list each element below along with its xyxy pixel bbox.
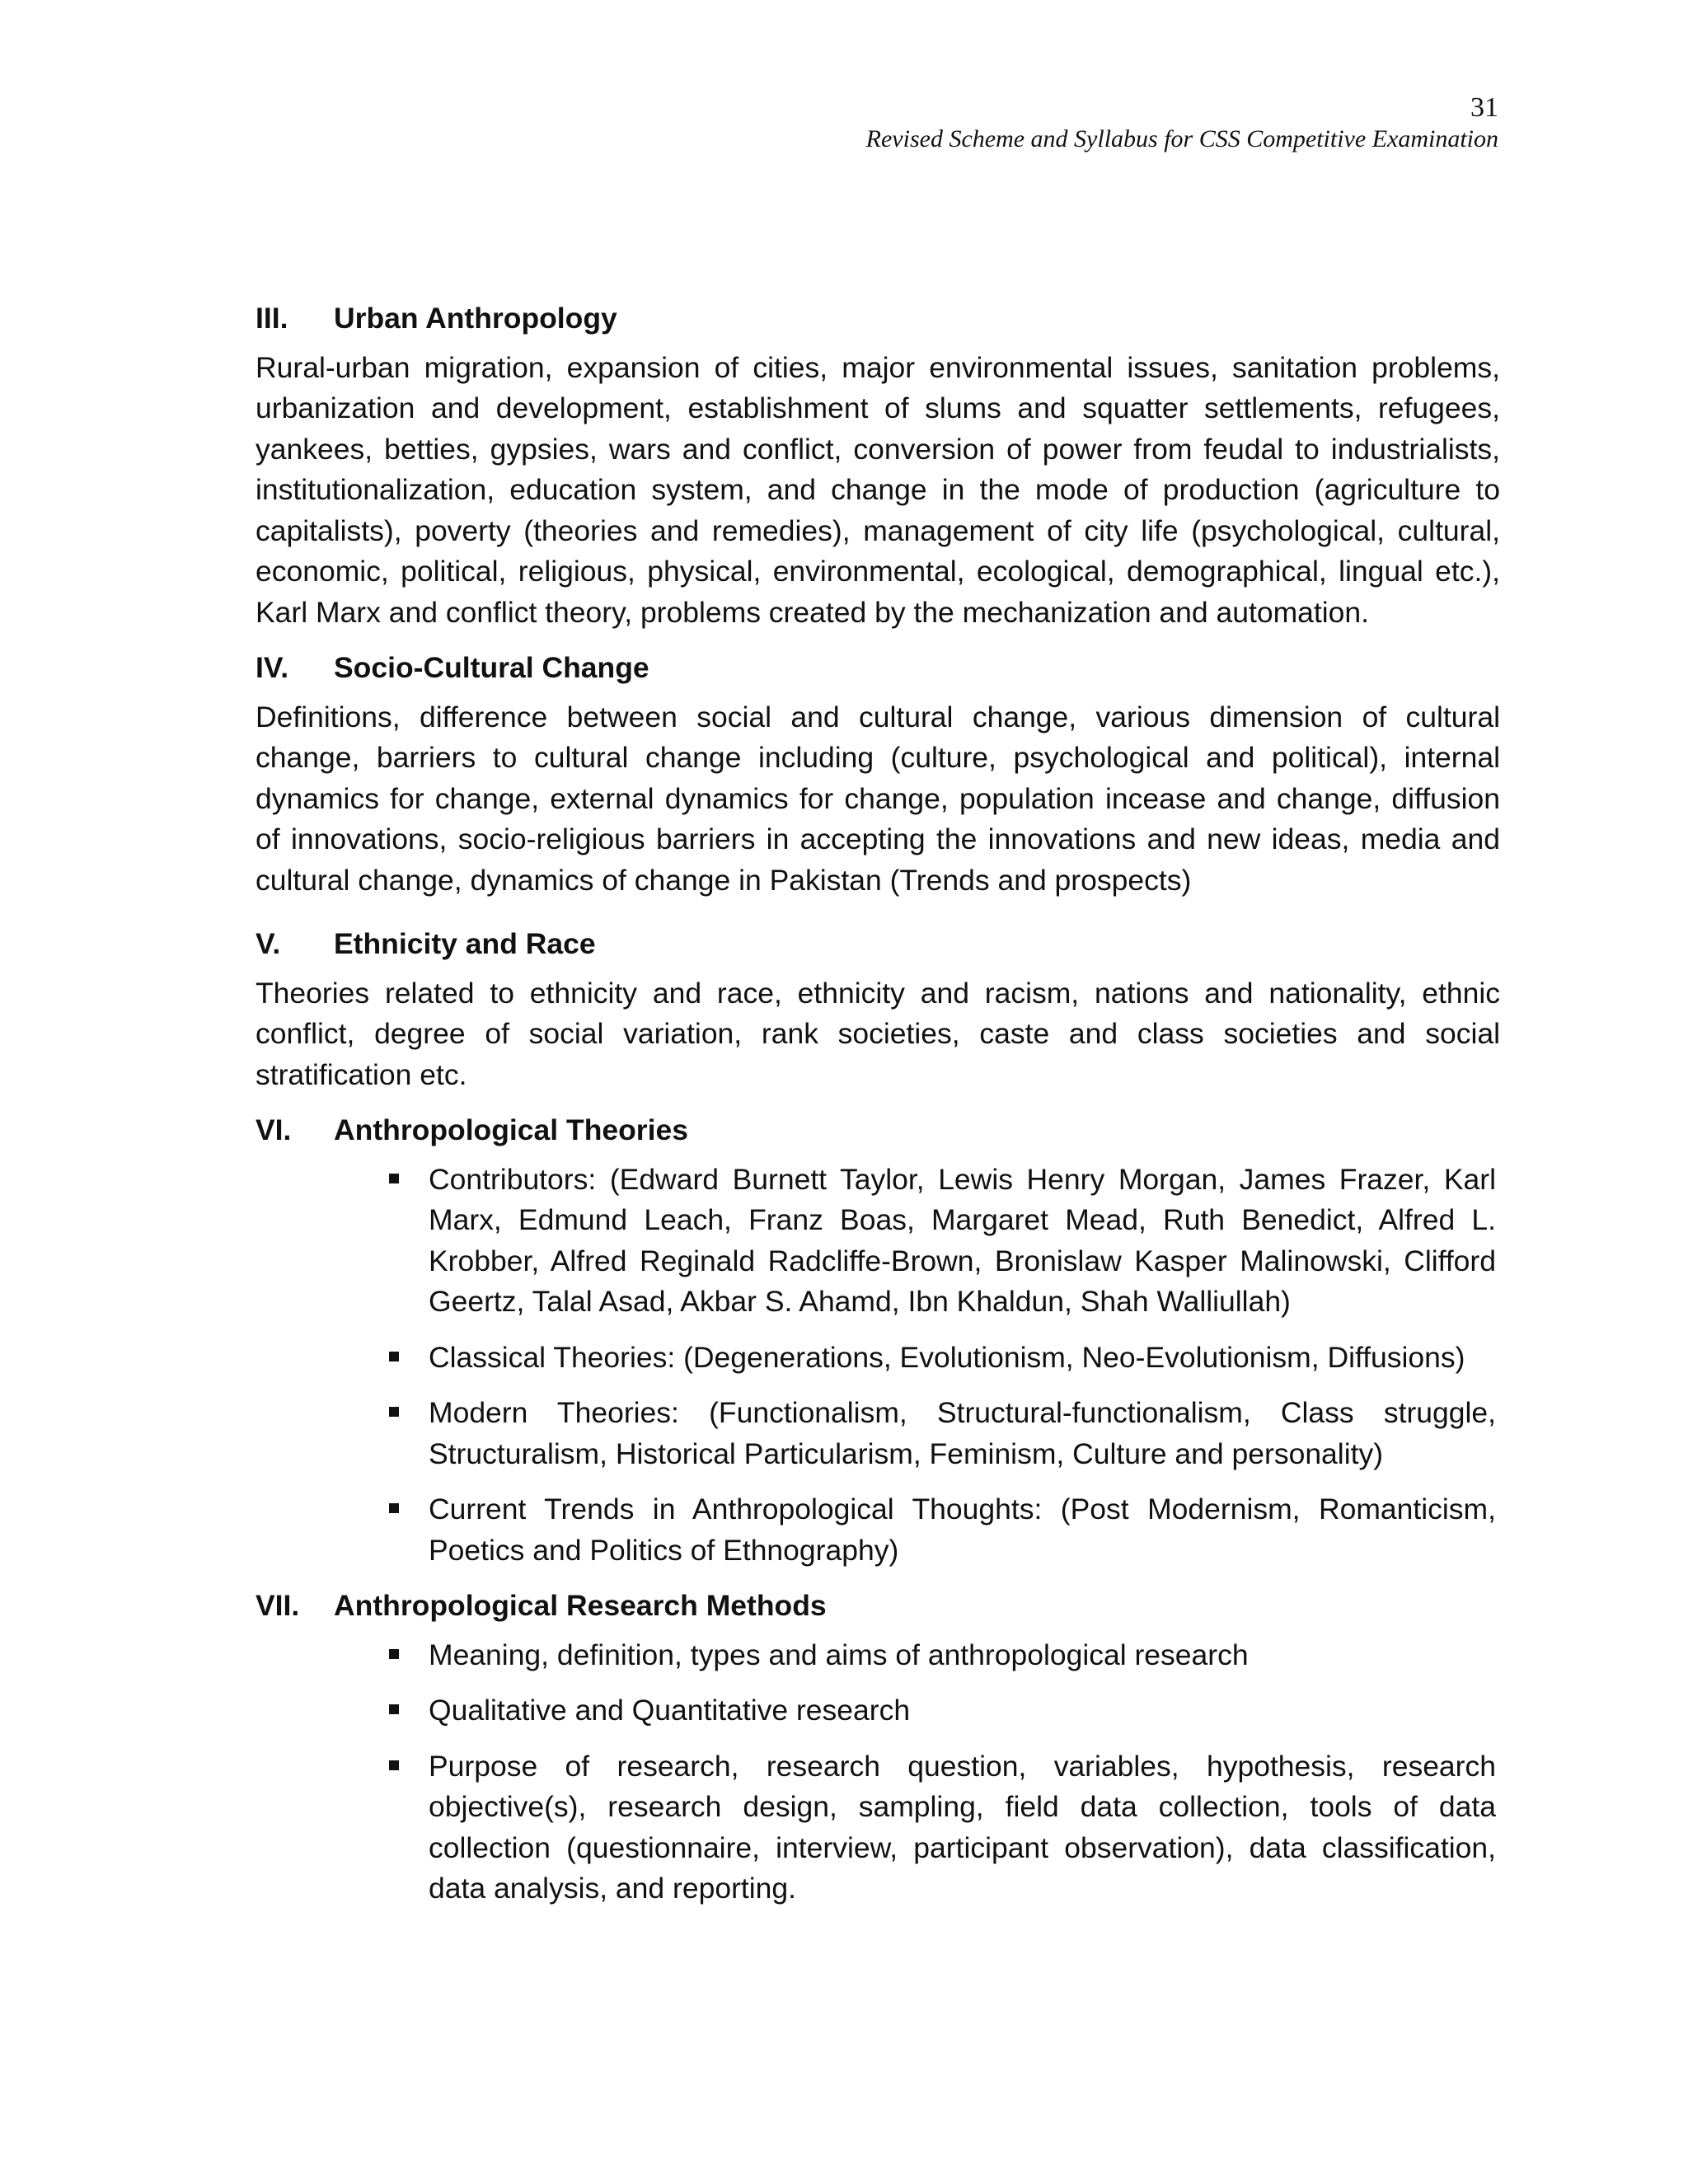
running-header: Revised Scheme and Syllabus for CSS Competitive Examination [865, 125, 1498, 152]
section-socio-cultural-change [256, 648, 1500, 901]
list-item-text: Meaning, definition, types and aims of anthropological research [429, 1638, 1249, 1671]
section-numeral: VII. [256, 1589, 300, 1622]
section-heading [256, 648, 1500, 689]
list-item [381, 1690, 1500, 1732]
section-heading [256, 924, 1500, 965]
bullet-list [256, 1160, 1500, 1572]
section-heading [256, 1586, 1500, 1627]
section-ethnicity-and-race [256, 924, 1500, 1095]
square-bullet-icon [389, 1760, 399, 1770]
square-bullet-icon [389, 1503, 399, 1513]
square-bullet-icon [389, 1407, 399, 1417]
square-bullet-icon [389, 1704, 399, 1714]
list-item [381, 1160, 1500, 1323]
section-title: Ethnicity and Race [334, 927, 596, 960]
square-bullet-icon [389, 1649, 399, 1659]
bullet-list [256, 1635, 1500, 1910]
list-item-text: Purpose of research, research question, variables, hypothesis, research objective(s), research design, sampling, field data collection, tools of data collection (questionnaire, interview, participant observation), data classification, data analysis, and reporting. [429, 1749, 1496, 1905]
section-numeral: IV. [256, 651, 289, 684]
list-item [381, 1635, 1500, 1676]
section-title: Anthropological Research Methods [334, 1589, 827, 1622]
list-item-text: Classical Theories: (Degenerations, Evolutionism, Neo-Evolutionism, Diffusions) [429, 1340, 1465, 1374]
section-research-methods [256, 1586, 1500, 1910]
section-heading [256, 1110, 1500, 1151]
section-title: Urban Anthropology [334, 302, 617, 335]
syllabus-content [256, 298, 1500, 1924]
list-item [381, 1746, 1500, 1910]
section-paragraph: Theories related to ethnicity and race, ethnicity and racism, nations and nationality, ethnic conflict, degree of social variation, rank societies, caste and class societies and social stratification etc. [256, 976, 1500, 1091]
list-item-text: Modern Theories: (Functionalism, Structural-functionalism, Class struggle, Structuralism, Historical Particularism, Feminism, Culture and personality) [429, 1396, 1496, 1470]
section-urban-anthropology [256, 298, 1500, 633]
section-heading [256, 298, 1500, 340]
section-paragraph: Definitions, difference between social and cultural change, various dimension of cultural change, barriers to cultural change including (culture, psychological and political), internal dynamics for change, external dynamics for change, population incease and change, diffusion of innovations, socio-religious barriers in accepting the innovations and new ideas, media and cultural change, dynamics of change in Pakistan (Trends and prospects) [256, 700, 1500, 897]
list-item-text: Current Trends in Anthropological Thoughts: (Post Modernism, Romanticism, Poetics and Politics of Ethnography) [429, 1493, 1496, 1567]
section-numeral: III. [256, 302, 288, 335]
section-numeral: V. [256, 927, 281, 960]
section-numeral: VI. [256, 1113, 292, 1146]
section-title: Anthropological Theories [334, 1113, 688, 1146]
list-item [381, 1393, 1500, 1474]
list-item [381, 1338, 1500, 1379]
list-item [381, 1489, 1500, 1571]
list-item-text: Contributors: (Edward Burnett Taylor, Lewis Henry Morgan, James Frazer, Karl Marx, Edmund Leach, Franz Boas, Margaret Mead, Ruth Benedict, Alfred L. Krobber, Alfred Reginald Radcliffe-Brown, Bronislaw Kasper Malinowski, Clifford Geertz, Talal Asad, Akbar S. Ahamd, Ibn Khaldun, Shah Walliullah) [429, 1162, 1496, 1318]
list-item-text: Qualitative and Quantitative research [429, 1694, 911, 1727]
section-anthropological-theories [256, 1110, 1500, 1571]
page-number: 31 [1470, 92, 1498, 123]
square-bullet-icon [389, 1352, 399, 1361]
square-bullet-icon [389, 1174, 399, 1183]
section-paragraph: Rural-urban migration, expansion of cities, major environmental issues, sanitation problems, urbanization and development, establishment of slums and squatter settlements, refugees, yankees, betties, gypsies, wars and conflict, conversion of power from feudal to industrialists, institutionalization, education system, and change in the mode of production (agriculture to capitalists), poverty (theories and remedies), management of city life (psychological, cultural, economic, political, religious, physical, environmental, ecological, demographical, lingual etc.), Karl Marx and conflict theory, problems created by the mechanization and automation. [256, 350, 1500, 629]
section-title: Socio-Cultural Change [334, 651, 649, 684]
